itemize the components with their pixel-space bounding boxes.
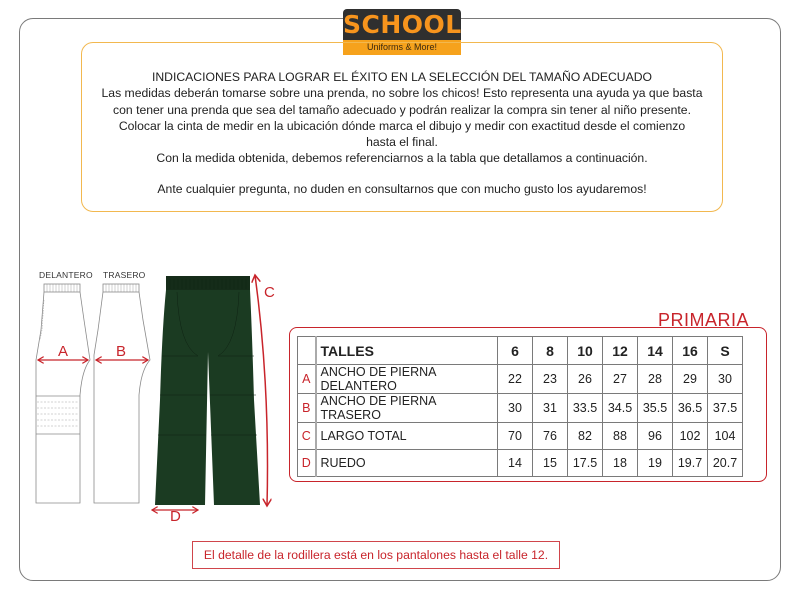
marker-c: C: [264, 284, 275, 301]
instructions-title: INDICACIONES PARA LOGRAR EL ÉXITO EN LA SELECCIÓN DEL TAMAÑO ADECUADO: [151, 70, 653, 84]
table-cell: 102: [673, 423, 708, 450]
row-name: ANCHO DE PIERNA TRASERO: [316, 394, 498, 423]
table-cell: 15: [533, 450, 568, 477]
table-cell: 31: [533, 394, 568, 423]
table-cell: 19.7: [673, 450, 708, 477]
size-header: 10: [568, 337, 603, 365]
table-cell: 27: [603, 365, 638, 394]
table-cell: 70: [498, 423, 533, 450]
size-header: 8: [533, 337, 568, 365]
row-letter: D: [298, 450, 316, 477]
talles-header: TALLES: [316, 337, 498, 365]
section-title-primaria: PRIMARIA: [658, 310, 750, 330]
table-cell: 30: [498, 394, 533, 423]
instructions-line: Las medidas deberán tomarse sobre una prenda, no sobre los chicos! Esto representa una ayuda ya que basta: [101, 86, 703, 101]
table-cell: 18: [603, 450, 638, 477]
marker-a: A: [58, 343, 69, 360]
table-cell: 28: [638, 365, 673, 394]
knee-patch-note: El detalle de la rodillera está en los pantalones hasta el talle 12.: [192, 541, 560, 569]
table-cell: 36.5: [673, 394, 708, 423]
logo-brand: SCHOOL: [343, 10, 462, 39]
table-cell: 33.5: [568, 394, 603, 423]
table-cell: 19: [638, 450, 673, 477]
instructions-line: Con la medida obtenida, debemos referenciarnos a la tabla que detallamos a continuación.: [156, 151, 648, 166]
size-header: 6: [498, 337, 533, 365]
logo-tagline: Uniforms & More!: [343, 40, 461, 55]
table-cell: 88: [603, 423, 638, 450]
instructions-line: hasta el final.: [366, 135, 438, 150]
front-pants-outline: [36, 284, 90, 503]
table-cell: 30: [708, 365, 743, 394]
table-cell: 29: [673, 365, 708, 394]
size-header: 14: [638, 337, 673, 365]
table-row: [298, 423, 743, 450]
row-name: RUEDO: [316, 450, 498, 477]
row-name: ANCHO DE PIERNA DELANTERO: [316, 365, 498, 394]
table-row: [298, 365, 743, 394]
table-header-row: [298, 337, 743, 365]
instructions-closing: Ante cualquier pregunta, no duden en consultarnos que con mucho gusto los ayudaremos!: [157, 181, 647, 196]
table-row: [298, 394, 743, 423]
size-header: 16: [673, 337, 708, 365]
table-cell: 26: [568, 365, 603, 394]
back-view-label: TRASERO: [103, 270, 146, 280]
front-view-label: DELANTERO: [39, 270, 93, 280]
marker-d: D: [170, 508, 181, 525]
size-header: S: [708, 337, 743, 365]
table-cell: 35.5: [638, 394, 673, 423]
instructions-line: Colocar la cinta de medir en la ubicación dónde marca el dibujo y medir con exactitud desde el comienzo: [118, 118, 686, 133]
row-letter: B: [298, 394, 316, 423]
table-cell: 23: [533, 365, 568, 394]
table-cell: 17.5: [568, 450, 603, 477]
instructions-line: con tener una prenda que sea del tamaño adecuado y podrán realizar la compra sin tener al niño presente.: [113, 102, 691, 117]
table-cell: 104: [708, 423, 743, 450]
row-name: LARGO TOTAL: [316, 423, 498, 450]
table-cell: 20.7: [708, 450, 743, 477]
table-cell: 37.5: [708, 394, 743, 423]
dark-green-pants: [155, 276, 260, 505]
table-cell: 22: [498, 365, 533, 394]
marker-b: B: [116, 343, 127, 360]
table-cell: 96: [638, 423, 673, 450]
row-letter: A: [298, 365, 316, 394]
back-pants-outline: [94, 284, 150, 503]
table-row: [298, 450, 743, 477]
table-cell: 14: [498, 450, 533, 477]
size-table: [297, 336, 743, 477]
size-header: 12: [603, 337, 638, 365]
table-cell: 76: [533, 423, 568, 450]
row-letter: C: [298, 423, 316, 450]
table-cell: 34.5: [603, 394, 638, 423]
table-cell: 82: [568, 423, 603, 450]
